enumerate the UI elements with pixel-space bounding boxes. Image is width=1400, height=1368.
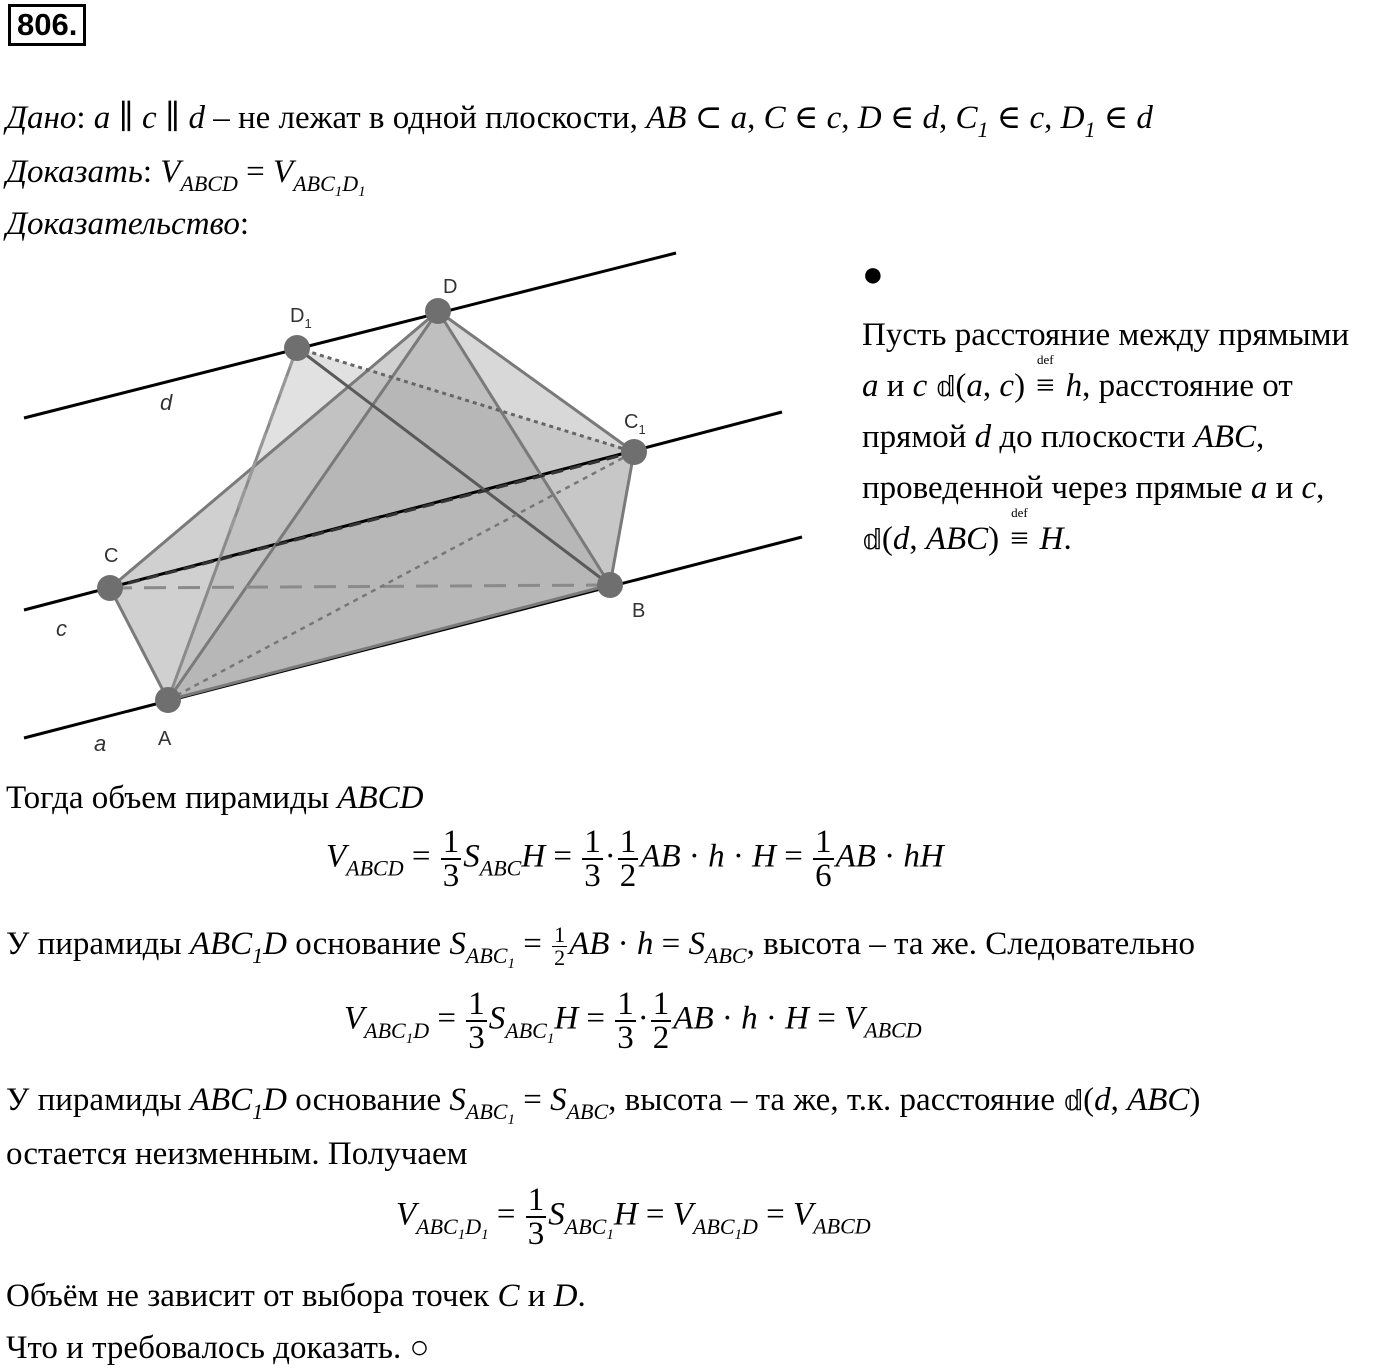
label-c: C (104, 545, 119, 567)
geometry-figure (0, 240, 820, 770)
point-d1 (284, 335, 310, 361)
formula-1: $V_{ABCD}$ = $\frac{1}{3}$ $S_{ABC}H$ = $\frac{1}{3}$ · $\frac{1}{2}$ AB · h · H = $\frac{1}{6}$ AB · hH (326, 824, 944, 894)
point-d (425, 298, 451, 324)
label-a: A (158, 728, 172, 750)
proof-line-1: Тогда объем пирамиды ABCD (6, 780, 424, 816)
label-line-c: c (56, 616, 67, 641)
proof-label: Доказательство (6, 206, 240, 242)
label-b: B (632, 600, 646, 622)
label-c1: $C_1$ (624, 411, 646, 437)
formula-3: $V_{ABC_1D_1}$ = $\frac{1}{3}$ $S_{ABC_1}H = V_{ABC_1D} = V_{ABCD}$ (396, 1182, 871, 1252)
proof-line-3a: У пирамиды $ABC_1D$ основание $S_{ABC_1} = S_{ABC}$, высота – та же, т.к. расстояние 𝕕(d, ABC) (6, 1082, 1201, 1128)
label-line-a: a (94, 731, 107, 756)
prove-line: Доказать: $V_{ABCD} = V_{ABC_1D_1}$ (6, 154, 366, 200)
point-c (97, 575, 123, 601)
problem-number: 806. (8, 4, 86, 46)
label-line-d: d (160, 390, 173, 415)
point-b (597, 572, 623, 598)
point-a (155, 687, 181, 713)
formula-2: $V_{ABC_1D}$ = $\frac{1}{3}$ $S_{ABC_1}H$ = $\frac{1}{3}$ · $\frac{1}{2}$ AB · $h \cdot H = V_{ABCD}$ (344, 986, 922, 1056)
prove-label: Доказать (6, 154, 143, 190)
label-d: D (443, 276, 458, 298)
proof-line-3b: остается неизменным. Получаем (6, 1136, 468, 1172)
side-line-1: Пусть расстояние между прямыми (862, 317, 1350, 353)
proof-line: Доказательство: (6, 206, 250, 242)
side-line-2: a и c 𝕕(a, c) def ≡ h, расстояние от (862, 352, 1293, 404)
proof-line-4: Объём не зависит от выбора точек C и D. (6, 1278, 586, 1314)
bullet: ● (862, 254, 884, 294)
conclusion: Что и требовалось доказать. ○ (6, 1330, 430, 1366)
side-line-3: прямой d до плоскости ABC, (862, 419, 1265, 455)
given-label: Дано (6, 100, 77, 136)
side-line-4: проведенной через прямые a и c, (862, 470, 1325, 506)
side-line-5: 𝕕(d, ABC) def ≡ H. (862, 505, 1072, 557)
given-line: Дано: a ∥ c ∥ d – не лежат в одной плоскости, AB ⊂ a, C ∈ c, D ∈ d, $C_1$ ∈ c, $D_1$ ∈ d (6, 100, 1153, 142)
proof-line-2: У пирамиды $ABC_1D$ основание $S_{ABC_1}$ = $\frac{1}{2}$ AB · $h = S_{ABC}$, высота – та же. Следовательно (6, 922, 1195, 973)
point-c1 (621, 439, 647, 465)
label-d1: $D_1$ (290, 305, 312, 331)
side-text (862, 310, 1349, 565)
